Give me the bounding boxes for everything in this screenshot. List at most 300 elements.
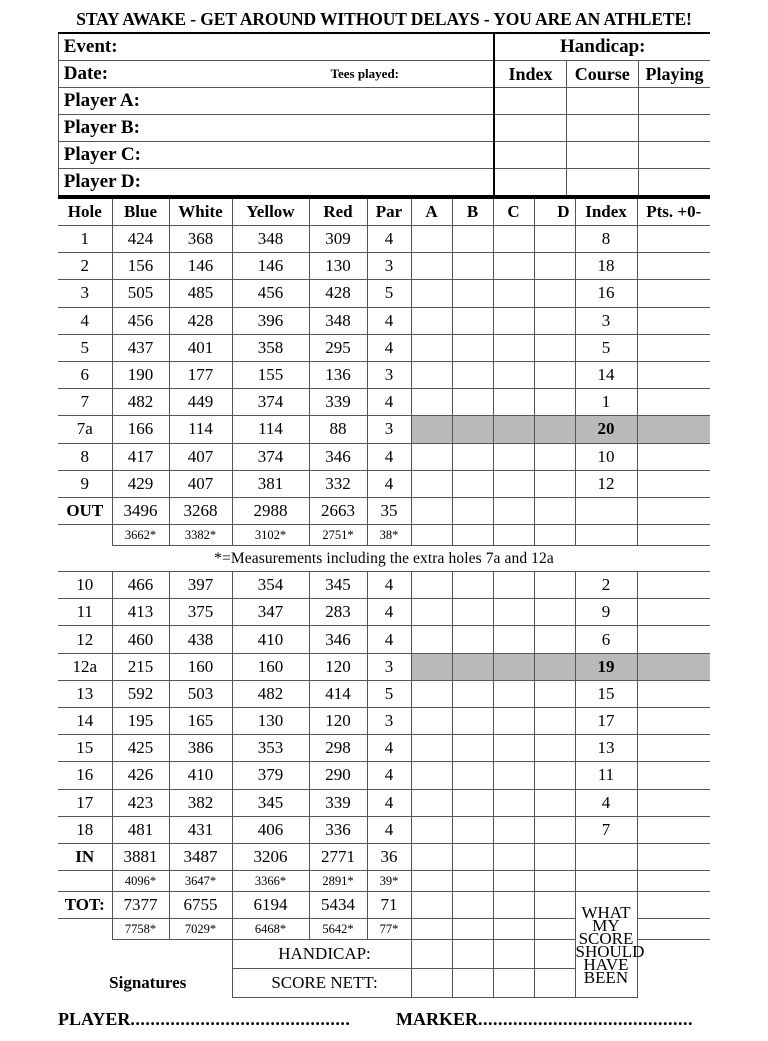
cell-total-red: 2663	[309, 497, 367, 524]
cell-score-b[interactable]	[452, 361, 493, 388]
player-d-index-cell[interactable]	[494, 169, 566, 197]
cell-white: 407	[169, 443, 232, 470]
cell-score-c[interactable]	[493, 626, 534, 653]
cell-points[interactable]	[637, 762, 710, 789]
cell-total-white: 3487	[169, 843, 232, 870]
cell-score-a[interactable]	[411, 762, 452, 789]
page-title: STAY AWAKE - GET AROUND WITHOUT DELAYS - YOU ARE AN ATHLETE!	[58, 9, 710, 34]
star-total-row	[58, 525, 710, 546]
bottom-score-nett-d[interactable]	[534, 969, 575, 998]
player-d-course-cell[interactable]	[566, 169, 638, 197]
cell-score-b[interactable]	[452, 389, 493, 416]
cell-blue: 215	[112, 653, 169, 680]
cell-total-a[interactable]	[411, 497, 452, 524]
cell-score-a[interactable]	[411, 572, 452, 599]
cell-score-a[interactable]	[411, 680, 452, 707]
player-c-course-cell[interactable]	[566, 142, 638, 169]
cell-hole: 9	[58, 470, 112, 497]
cell-yellow: 354	[232, 572, 309, 599]
signatures-label: Signatures	[109, 973, 187, 993]
cell-score-c[interactable]	[493, 816, 534, 843]
cell-points[interactable]	[637, 389, 710, 416]
cell-total-b[interactable]	[452, 843, 493, 870]
table-row	[58, 735, 710, 762]
cell-white: 177	[169, 361, 232, 388]
cell-score-c[interactable]	[493, 361, 534, 388]
cell-index: 4	[575, 789, 637, 816]
cell-index: 13	[575, 735, 637, 762]
cell-points[interactable]	[637, 599, 710, 626]
cell-star-c[interactable]	[493, 919, 534, 940]
cell-score-a[interactable]	[411, 280, 452, 307]
cell-hole: 4	[58, 307, 112, 334]
cell-index: 11	[575, 762, 637, 789]
cell-score-a[interactable]	[411, 653, 452, 680]
player-d-playing-cell[interactable]	[638, 169, 710, 197]
col-header-par: Par	[367, 198, 411, 226]
table-row	[58, 389, 710, 416]
cell-par: 4	[367, 470, 411, 497]
cell-score-b[interactable]	[452, 253, 493, 280]
cell-total-c[interactable]	[493, 892, 534, 919]
player-c-playing-cell[interactable]	[638, 142, 710, 169]
event-info-table	[58, 34, 711, 197]
cell-total-d[interactable]	[534, 843, 575, 870]
cell-score-c[interactable]	[493, 653, 534, 680]
cell-score-a[interactable]	[411, 789, 452, 816]
bottom-handicap-c[interactable]	[493, 940, 534, 969]
cell-points[interactable]	[637, 680, 710, 707]
cell-blue: 456	[112, 307, 169, 334]
marker-signature-line	[396, 1009, 710, 1030]
cell-star-red: 2891*	[309, 871, 367, 892]
cell-star-points[interactable]	[637, 525, 710, 546]
cell-star-spacer	[58, 871, 112, 892]
table-row	[58, 361, 710, 388]
cell-score-b[interactable]	[452, 416, 493, 443]
cell-score-b[interactable]	[452, 470, 493, 497]
cell-red: 332	[309, 470, 367, 497]
cell-total-a[interactable]	[411, 843, 452, 870]
cell-index: 1	[575, 389, 637, 416]
cell-blue: 482	[112, 389, 169, 416]
cell-score-b[interactable]	[452, 443, 493, 470]
cell-score-d[interactable]	[534, 361, 575, 388]
bottom-handicap-d[interactable]	[534, 940, 575, 969]
cell-index: 14	[575, 361, 637, 388]
cell-score-d[interactable]	[534, 599, 575, 626]
cell-points[interactable]	[637, 708, 710, 735]
cell-score-c[interactable]	[493, 680, 534, 707]
cell-star-b[interactable]	[452, 919, 493, 940]
cell-score-d[interactable]	[534, 280, 575, 307]
cell-star-par: 39*	[367, 871, 411, 892]
cell-par: 4	[367, 389, 411, 416]
cell-total-yellow: 3206	[232, 843, 309, 870]
bottom-score-nett-trailing	[637, 969, 710, 998]
cell-yellow: 130	[232, 708, 309, 735]
back-nine-table	[58, 571, 710, 998]
cell-total-blue: 3881	[112, 843, 169, 870]
table-row	[58, 307, 710, 334]
cell-points[interactable]	[637, 789, 710, 816]
cell-total-a[interactable]	[411, 892, 452, 919]
cell-score-d[interactable]	[534, 680, 575, 707]
cell-total-c[interactable]	[493, 497, 534, 524]
marker-signature-dots[interactable]: ...........................................	[478, 1009, 693, 1030]
cell-total-points[interactable]	[637, 497, 710, 524]
cell-score-a[interactable]	[411, 361, 452, 388]
cell-total-par: 71	[367, 892, 411, 919]
cell-index: 8	[575, 226, 637, 253]
cell-score-d[interactable]	[534, 789, 575, 816]
cell-score-b[interactable]	[452, 599, 493, 626]
cell-points[interactable]	[637, 470, 710, 497]
cell-hole: 14	[58, 708, 112, 735]
bottom-handicap-label: HANDICAP:	[232, 940, 411, 969]
cell-score-d[interactable]	[534, 816, 575, 843]
cell-score-c[interactable]	[493, 280, 534, 307]
cell-score-b[interactable]	[452, 708, 493, 735]
cell-points[interactable]	[637, 361, 710, 388]
cell-total-par: 36	[367, 843, 411, 870]
cell-star-c[interactable]	[493, 525, 534, 546]
player-b-row	[58, 115, 710, 142]
cell-star-spacer	[58, 919, 112, 940]
cell-points[interactable]	[637, 653, 710, 680]
cell-white: 146	[169, 253, 232, 280]
total-row	[58, 892, 710, 919]
player-a-playing-cell[interactable]	[638, 88, 710, 115]
cell-blue: 592	[112, 680, 169, 707]
cell-blue: 437	[112, 334, 169, 361]
front-nine-body	[58, 226, 710, 546]
cell-score-c[interactable]	[493, 307, 534, 334]
cell-yellow: 379	[232, 762, 309, 789]
cell-star-par: 77*	[367, 919, 411, 940]
table-row	[58, 626, 710, 653]
cell-score-a[interactable]	[411, 389, 452, 416]
cell-star-points[interactable]	[637, 871, 710, 892]
cell-star-red: 5642*	[309, 919, 367, 940]
cell-total-blue: 3496	[112, 497, 169, 524]
cell-blue: 423	[112, 789, 169, 816]
cell-star-red: 2751*	[309, 525, 367, 546]
cell-score-d[interactable]	[534, 653, 575, 680]
cell-score-b[interactable]	[452, 680, 493, 707]
bottom-handicap-b[interactable]	[452, 940, 493, 969]
cell-hole: 15	[58, 735, 112, 762]
cell-score-a[interactable]	[411, 253, 452, 280]
cell-score-c[interactable]	[493, 443, 534, 470]
cell-score-c[interactable]	[493, 334, 534, 361]
cell-score-a[interactable]	[411, 470, 452, 497]
cell-white: 410	[169, 762, 232, 789]
cell-star-white: 3647*	[169, 871, 232, 892]
cell-score-d[interactable]	[534, 226, 575, 253]
cell-score-d[interactable]	[534, 307, 575, 334]
cell-points[interactable]	[637, 816, 710, 843]
cell-star-a[interactable]	[411, 871, 452, 892]
cell-points[interactable]	[637, 735, 710, 762]
cell-hole: 5	[58, 334, 112, 361]
cell-total-c[interactable]	[493, 843, 534, 870]
cell-index: 16	[575, 280, 637, 307]
cell-score-b[interactable]	[452, 816, 493, 843]
cell-score-d[interactable]	[534, 762, 575, 789]
front-nine-table	[58, 197, 710, 546]
player-b-index-cell[interactable]	[494, 115, 566, 142]
event-label: Event:	[58, 34, 236, 61]
cell-score-b[interactable]	[452, 626, 493, 653]
cell-points[interactable]	[637, 307, 710, 334]
cell-score-d[interactable]	[534, 470, 575, 497]
cell-total-white: 3268	[169, 497, 232, 524]
cell-star-white: 7029*	[169, 919, 232, 940]
index-header: Index	[494, 61, 566, 88]
cell-white: 401	[169, 334, 232, 361]
cell-score-a[interactable]	[411, 626, 452, 653]
cell-score-a[interactable]	[411, 735, 452, 762]
bottom-score-nett-c[interactable]	[493, 969, 534, 998]
col-header-yellow: Yellow	[232, 198, 309, 226]
cell-yellow: 146	[232, 253, 309, 280]
cell-score-c[interactable]	[493, 599, 534, 626]
cell-total-points[interactable]	[637, 892, 710, 919]
cell-score-c[interactable]	[493, 226, 534, 253]
cell-score-a[interactable]	[411, 708, 452, 735]
cell-total-b[interactable]	[452, 892, 493, 919]
cell-star-white: 3382*	[169, 525, 232, 546]
table-row	[58, 253, 710, 280]
cell-blue: 195	[112, 708, 169, 735]
bottom-score-nett-b[interactable]	[452, 969, 493, 998]
cell-score-d[interactable]	[534, 572, 575, 599]
cell-star-yellow: 3366*	[232, 871, 309, 892]
cell-yellow: 410	[232, 626, 309, 653]
cell-score-b[interactable]	[452, 572, 493, 599]
player-b-course-cell[interactable]	[566, 115, 638, 142]
cell-score-d[interactable]	[534, 253, 575, 280]
cell-total-index	[575, 497, 637, 524]
cell-hole: 8	[58, 443, 112, 470]
cell-total-d[interactable]	[534, 892, 575, 919]
cell-white: 438	[169, 626, 232, 653]
cell-star-blue: 4096*	[112, 871, 169, 892]
cell-star-d[interactable]	[534, 871, 575, 892]
cell-total-label: OUT	[58, 497, 112, 524]
player-signature-dots[interactable]: ............................................	[130, 1009, 351, 1030]
cell-white: 485	[169, 280, 232, 307]
cell-index: 20	[575, 416, 637, 443]
player-b-playing-cell[interactable]	[638, 115, 710, 142]
handicap-label: Handicap:	[559, 36, 646, 57]
table-row	[58, 416, 710, 443]
cell-score-b[interactable]	[452, 226, 493, 253]
course-header: Course	[566, 61, 638, 88]
cell-score-c[interactable]	[493, 470, 534, 497]
player-c-label: Player C:	[58, 142, 236, 169]
col-header-b: B	[452, 198, 493, 226]
cell-red: 290	[309, 762, 367, 789]
cell-score-b[interactable]	[452, 789, 493, 816]
cell-blue: 426	[112, 762, 169, 789]
player-b-input[interactable]	[236, 115, 494, 142]
cell-blue: 505	[112, 280, 169, 307]
table-row	[58, 816, 710, 843]
cell-red: 136	[309, 361, 367, 388]
cell-score-a[interactable]	[411, 599, 452, 626]
player-d-input[interactable]	[236, 169, 494, 197]
cell-score-d[interactable]	[534, 334, 575, 361]
event-input[interactable]	[236, 34, 494, 61]
cell-star-a[interactable]	[411, 525, 452, 546]
cell-star-b[interactable]	[452, 525, 493, 546]
bottom-handicap-a[interactable]	[411, 940, 452, 969]
total-row	[58, 843, 710, 870]
cell-score-a[interactable]	[411, 443, 452, 470]
total-row	[58, 497, 710, 524]
cell-blue: 481	[112, 816, 169, 843]
col-header-blue: Blue	[112, 198, 169, 226]
cell-red: 339	[309, 389, 367, 416]
cell-par: 4	[367, 599, 411, 626]
table-row	[58, 653, 710, 680]
cell-hole: 16	[58, 762, 112, 789]
cell-points[interactable]	[637, 443, 710, 470]
marker-signature-label: MARKER	[396, 1009, 478, 1030]
star-total-row	[58, 871, 710, 892]
cell-star-a[interactable]	[411, 919, 452, 940]
cell-score-c[interactable]	[493, 416, 534, 443]
cell-index: 9	[575, 599, 637, 626]
cell-score-b[interactable]	[452, 653, 493, 680]
cell-score-a[interactable]	[411, 226, 452, 253]
cell-points[interactable]	[637, 572, 710, 599]
cell-points[interactable]	[637, 626, 710, 653]
cell-index: 2	[575, 572, 637, 599]
cell-score-d[interactable]	[534, 416, 575, 443]
cell-score-c[interactable]	[493, 735, 534, 762]
cell-star-yellow: 3102*	[232, 525, 309, 546]
player-c-input[interactable]	[236, 142, 494, 169]
cell-red: 130	[309, 253, 367, 280]
cell-yellow: 160	[232, 653, 309, 680]
cell-star-points[interactable]	[637, 919, 710, 940]
cell-score-b[interactable]	[452, 334, 493, 361]
cell-index: 3	[575, 307, 637, 334]
cell-blue: 413	[112, 599, 169, 626]
cell-hole: 2	[58, 253, 112, 280]
cell-total-yellow: 6194	[232, 892, 309, 919]
player-a-index-cell[interactable]	[494, 88, 566, 115]
cell-score-d[interactable]	[534, 626, 575, 653]
player-d-label: Player D:	[58, 169, 236, 197]
cell-yellow: 374	[232, 389, 309, 416]
cell-score-d[interactable]	[534, 735, 575, 762]
cell-total-label: IN	[58, 843, 112, 870]
cell-score-b[interactable]	[452, 735, 493, 762]
cell-score-c[interactable]	[493, 389, 534, 416]
bottom-score-nett-a[interactable]	[411, 969, 452, 998]
cell-score-c[interactable]	[493, 762, 534, 789]
cell-score-d[interactable]	[534, 389, 575, 416]
cell-score-d[interactable]	[534, 708, 575, 735]
cell-points[interactable]	[637, 334, 710, 361]
cell-white: 114	[169, 416, 232, 443]
player-c-index-cell[interactable]	[494, 142, 566, 169]
cell-total-b[interactable]	[452, 497, 493, 524]
cell-score-b[interactable]	[452, 280, 493, 307]
cell-star-d[interactable]	[534, 919, 575, 940]
cell-total-points[interactable]	[637, 843, 710, 870]
cell-score-a[interactable]	[411, 307, 452, 334]
cell-score-d[interactable]	[534, 443, 575, 470]
table-row	[58, 226, 710, 253]
cell-blue: 190	[112, 361, 169, 388]
cell-yellow: 345	[232, 789, 309, 816]
cell-total-index	[575, 843, 637, 870]
cell-score-a[interactable]	[411, 416, 452, 443]
cell-score-b[interactable]	[452, 307, 493, 334]
cell-star-par: 38*	[367, 525, 411, 546]
cell-total-d[interactable]	[534, 497, 575, 524]
cell-points[interactable]	[637, 226, 710, 253]
cell-points[interactable]	[637, 280, 710, 307]
date-label: Date:	[58, 61, 236, 88]
table-row	[58, 789, 710, 816]
cell-points[interactable]	[637, 253, 710, 280]
cell-yellow: 396	[232, 307, 309, 334]
player-a-input[interactable]	[236, 88, 494, 115]
cell-score-c[interactable]	[493, 253, 534, 280]
cell-points[interactable]	[637, 416, 710, 443]
player-d-row	[58, 169, 710, 197]
col-header-c: C	[493, 198, 534, 226]
cell-score-a[interactable]	[411, 816, 452, 843]
cell-score-c[interactable]	[493, 572, 534, 599]
player-b-label: Player B:	[58, 115, 236, 142]
table-row	[58, 708, 710, 735]
cell-total-red: 2771	[309, 843, 367, 870]
cell-yellow: 456	[232, 280, 309, 307]
player-signature-line	[58, 1009, 396, 1030]
cell-star-index	[575, 525, 637, 546]
cell-score-c[interactable]	[493, 708, 534, 735]
title-container	[58, 0, 710, 34]
cell-star-c[interactable]	[493, 871, 534, 892]
cell-score-c[interactable]	[493, 789, 534, 816]
cell-yellow: 406	[232, 816, 309, 843]
cell-score-b[interactable]	[452, 762, 493, 789]
cell-star-b[interactable]	[452, 871, 493, 892]
cell-white: 160	[169, 653, 232, 680]
cell-red: 346	[309, 443, 367, 470]
player-a-course-cell[interactable]	[566, 88, 638, 115]
tees-played-label: Tees played:	[236, 61, 494, 88]
cell-par: 3	[367, 253, 411, 280]
cell-par: 5	[367, 680, 411, 707]
cell-star-d[interactable]	[534, 525, 575, 546]
cell-par: 3	[367, 416, 411, 443]
cell-blue: 417	[112, 443, 169, 470]
cell-red: 295	[309, 334, 367, 361]
table-row	[58, 572, 710, 599]
back-nine-body	[58, 572, 710, 998]
cell-score-a[interactable]	[411, 334, 452, 361]
cell-index: 18	[575, 253, 637, 280]
cell-index: 7	[575, 816, 637, 843]
